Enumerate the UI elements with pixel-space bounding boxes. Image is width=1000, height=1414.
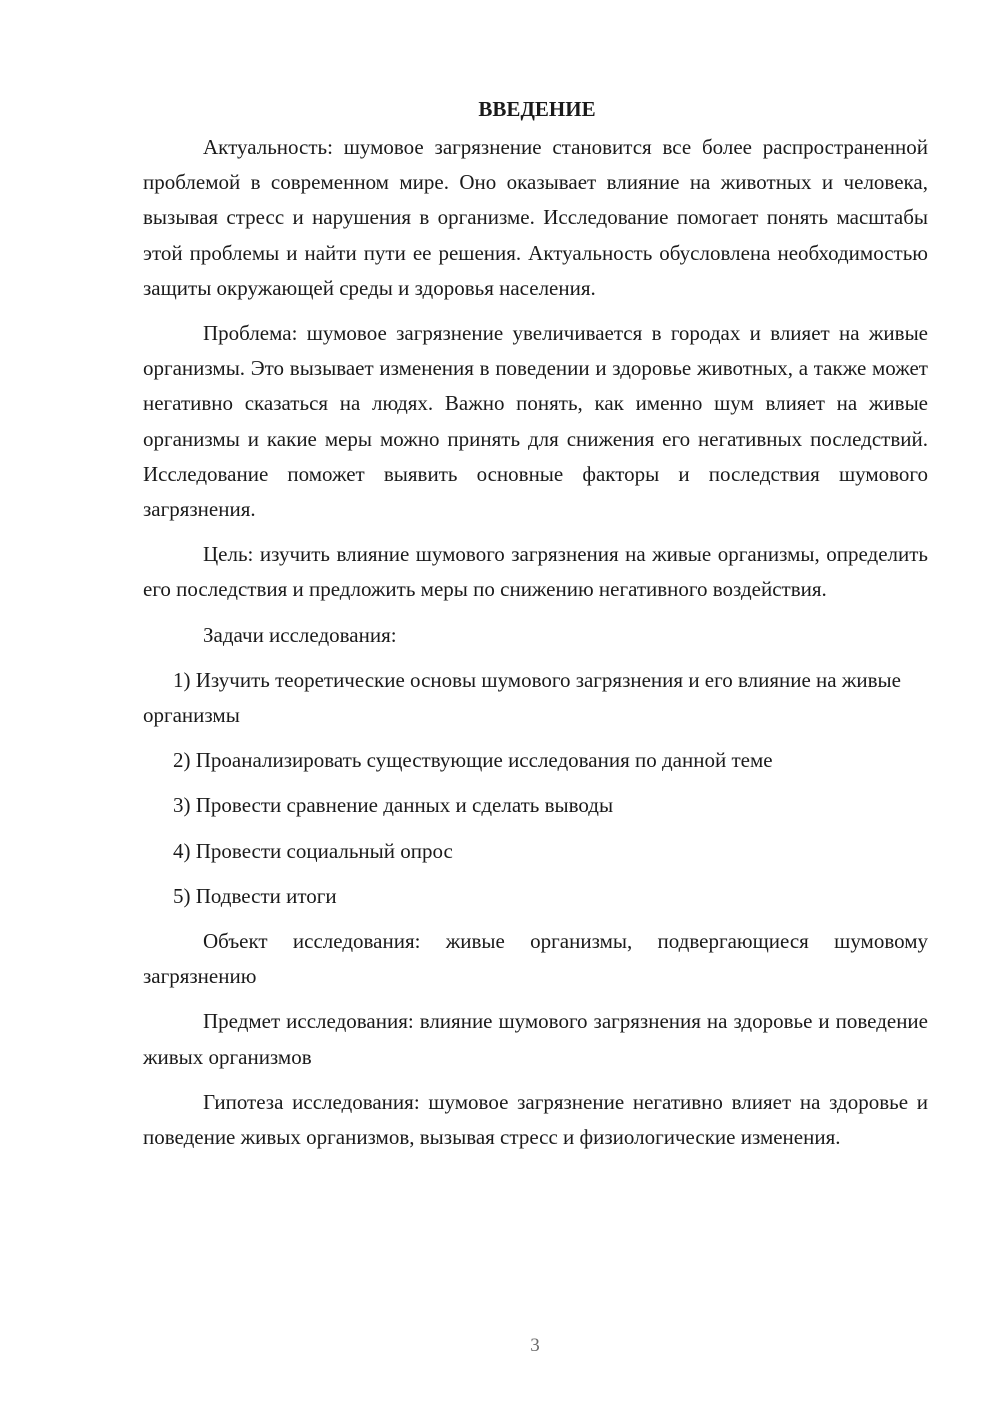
problem-paragraph: Проблема: шумовое загрязнение увеличивается в городах и влияет на живые организмы. Это вызывает изменения в поведении и здоровье животных, а также может негативно сказаться на людях. Важно понять, как именно шум влияет на живые организмы и какие меры можно принять для снижения его негативных последствий. Исследование поможет выявить основные факторы и последствия шумового загрязнения. — [143, 321, 928, 522]
tasks-list — [143, 663, 928, 914]
goal-paragraph: Цель: изучить влияние шумового загрязнения на живые организмы, определить его последствия и предложить меры по снижению негативного воздействия. — [143, 542, 928, 602]
hypothesis-paragraph: Гипотеза исследования: шумовое загрязнение негативно влияет на здоровье и поведение живых организмов, вызывая стресс и физиологические изменения. — [143, 1089, 928, 1150]
page-number: 3 — [530, 1335, 540, 1356]
task-item: 3) Провести сравнение данных и сделать выводы — [173, 793, 614, 818]
relevance-paragraph: Актуальность: шумовое загрязнение становится все более распространенной проблемой в современном мире. Оно оказывает влияние на животных и человека, вызывая стресс и нарушения в организме. Исследование помогает понять масштабы этой проблемы и найти пути ее решения. Актуальность обусловлена необходимостью защиты окружающей среды и здоровья населения. — [143, 135, 928, 300]
document-page — [143, 92, 928, 1165]
object-paragraph: Объект исследования: живые организмы, подвергающиеся шумовому загрязнению — [143, 929, 928, 989]
task-item: 1) Изучить теоретические основы шумового загрязнения и его влияние на живые организмы — [143, 667, 901, 728]
page-title: ВВЕДЕНИЕ — [478, 97, 596, 121]
tasks-heading: Задачи исследования: — [203, 622, 397, 647]
task-item: 2) Проанализировать существующие исследования по данной теме — [173, 748, 773, 773]
task-item: 5) Подвести итоги — [173, 883, 337, 908]
task-item: 4) Провести социальный опрос — [173, 838, 453, 863]
subject-paragraph: Предмет исследования: влияние шумового загрязнения на здоровье и поведение живых организмов — [143, 1009, 928, 1069]
